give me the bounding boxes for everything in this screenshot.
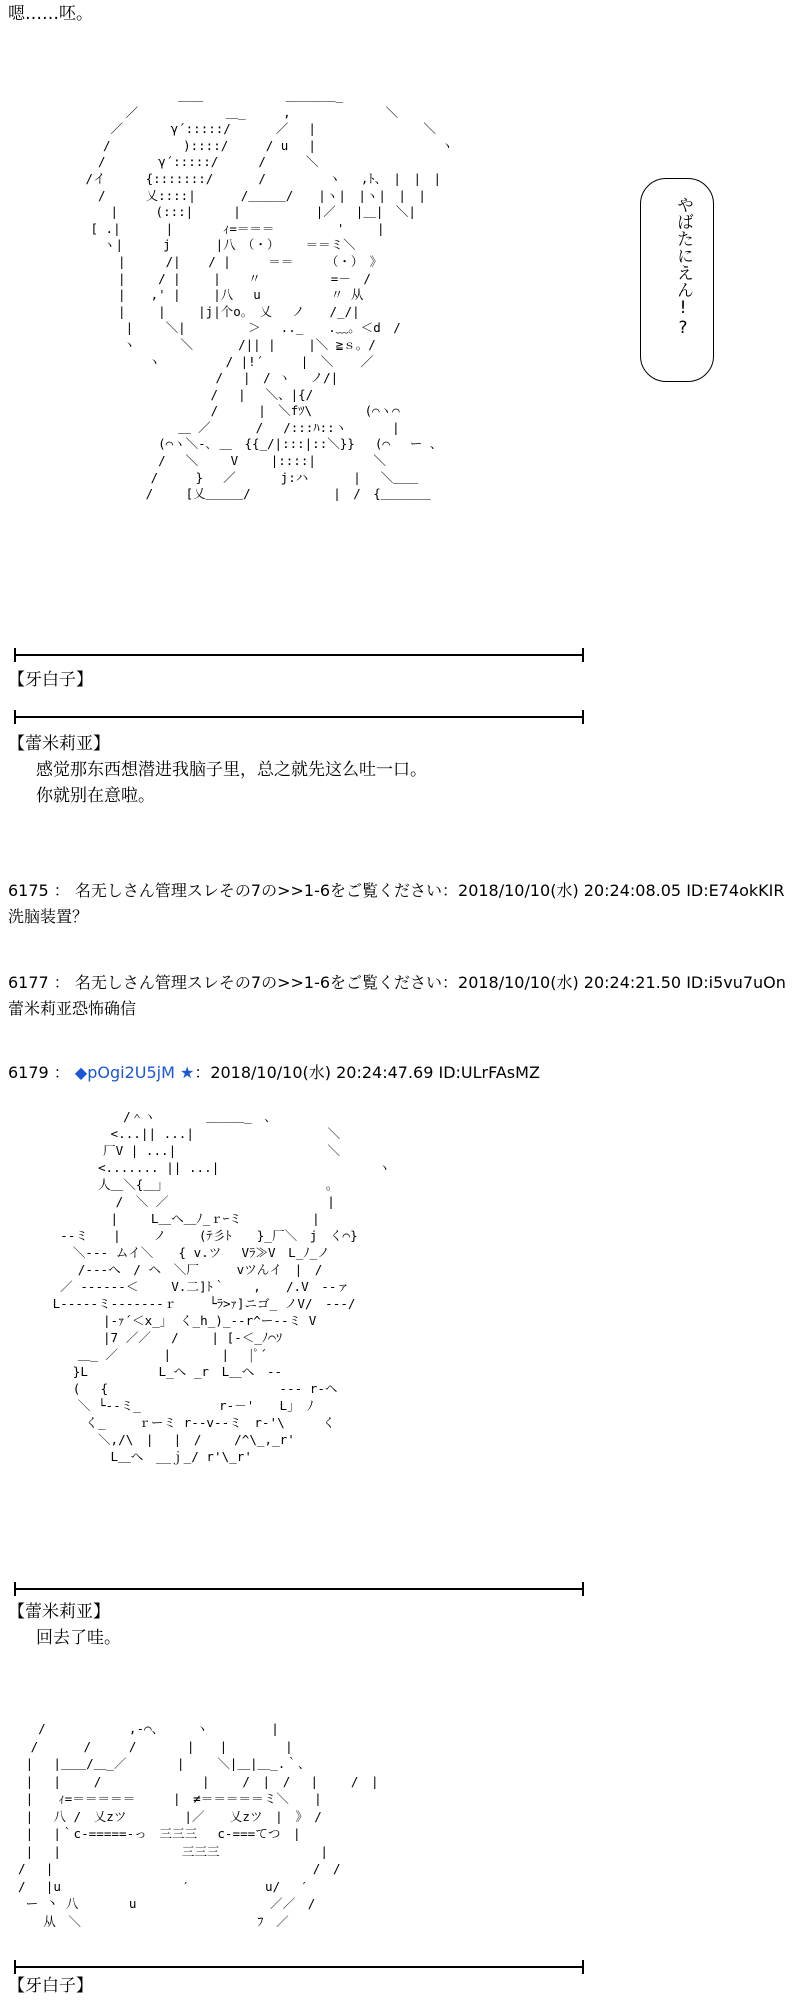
- dialogue-line: 回去了哇。: [36, 1628, 121, 1648]
- separator: [14, 654, 584, 656]
- ascii-art-yabai: ＿＿ ＿＿＿＿_ ／ ＿_ , ＼ ／ γ´:::::/ ／ | ＼ / )::::/ / u | ヽ / γ´:::::/ / ＼ /イ {:::::::/ / ヽ ,ﾄ、 | | | / 乂::::| /＿＿＿/ |ヽ| |ヽ| | | | (:::| | |／ |＿| ＼| [ .| | ｨ=＝＝＝ ' | ヽ| j |八 （・） ＝＝ミ＼ | /| / | ＝＝ （・） 》 | / | | 〃 =－ / | ,' | |八 u 〃 从 | | |j|个o。 乂 ノ /_/| | ＼| ＞ .._ .﹏。＜d / ヽ ＼ /|| | |＼ ≧ｓ。/ ヽ / |!´ | ＼ ／ / | / ヽ ノ/| / | ＼、|{/ / | ＼fﾂ\ (⌒ヽ⌒ ＿ ／ / /:::ﾊ::ヽ | (⌒ヽ＼-､ ＿ {{_/|:::|::＼}} (⌒ ー 、 / ＼ V |::::| ＼ / } ／ j:ハ | ＼＿＿ / [乂＿＿＿/ | / {＿＿＿＿: [85, 88, 454, 502]
- separator: [14, 1966, 584, 1968]
- speaker-label: 【牙白子】: [8, 670, 93, 690]
- post-header: 6177 ： 名无しさん管理スレその7の>>1-6をご覧ください：2018/10/10(水) 20:24:21.50 ID:i5vu7uOn: [8, 973, 786, 992]
- separator: [14, 716, 584, 718]
- speech-bubble-text: やばたにえん!?: [673, 196, 693, 338]
- speaker-label: 【蕾米莉亚】: [8, 734, 110, 754]
- tripcode-link[interactable]: ◆pOgi2U5jM ★: [74, 1063, 195, 1082]
- speaker-label: 【牙白子】: [8, 1976, 93, 1996]
- post-header: [8, 1062, 540, 1084]
- post-header: 6175 ： 名无しさん管理スレその7の>>1-6をご覧ください：2018/10/10(水) 20:24:08.05 ID:E74okKIR: [8, 881, 785, 900]
- post-number: 6179 ：: [8, 1063, 75, 1082]
- ascii-art-remilia: /＾ヽ ＿＿＿_ 、 <...|| ...| ＼ 厂V | ...| ＼ <....... || ...| ヽ 人＿＼{＿｣ 。 / ＼ ／ | | L＿へ＿ﾉ_ｒｰミ | --ミ | ノ (ﾃ彡ﾄ }_厂＼ j く⌒} ＼--- ムイ＼ { v.ツ Vﾗ≫V L_ﾉ_ノ /---へ / ヘ ＼厂 vツんイ | / ／ ------＜ V.二]ﾄ｀ , /.V --ァ L-----ミ------‐ｒ └ﾗ>ｧ]ニゴ_ ノV/ ---/ |-ｧ´＜x_」 く_h_)_--r^ー--ミ V |7 ／／ / | [-＜_ﾉ⌒ｿ ＿_ ／ | | |ﾟ´ }L L_へ _r L＿へ -- ( { --- r-ヘ ＼ └--ミ_ r-－' L」 ﾉ く_ ｒーミ r--v--ミ r-'\ く ＼,/\ | | / /^\_,_r' L＿へ __ｊ_/ r'\_r': [52, 1109, 391, 1464]
- dialogue-line: 你就别在意啦。: [36, 786, 155, 806]
- post-meta: ：2018/10/10(水) 20:24:47.69 ID:ULrFAsMZ: [194, 1063, 540, 1082]
- intro-line: 嗯……呸。: [8, 4, 93, 24]
- post-body: 洗脑装置？: [8, 907, 89, 926]
- speaker-label: 【蕾米莉亚】: [8, 1602, 110, 1622]
- ascii-art-face: / ,-⌒、 ヽ | / / / | | | | |＿＿/＿_／ | ＼|＿|＿_.｀、 | | / | / | / | / | | ｨ=＝＝＝＝＝ | ≠＝＝＝＝＝ミ＼ | | 八 / 乂zツ |／ 乂zツ | 》 / | |｀c-=====-っ 三三三 c-===てつ | | | 三三三 | / | / / / |u ′ u/ ′ ー 丶 八 u ／／ / 从 ＼ ﾌ ／: [18, 1721, 379, 1929]
- separator: [14, 1588, 584, 1590]
- dialogue-line: 感觉那东西想潜进我脑子里，总之就先这么吐一口。: [36, 760, 427, 780]
- post-body: 蕾米莉亚恐怖确信: [8, 999, 137, 1018]
